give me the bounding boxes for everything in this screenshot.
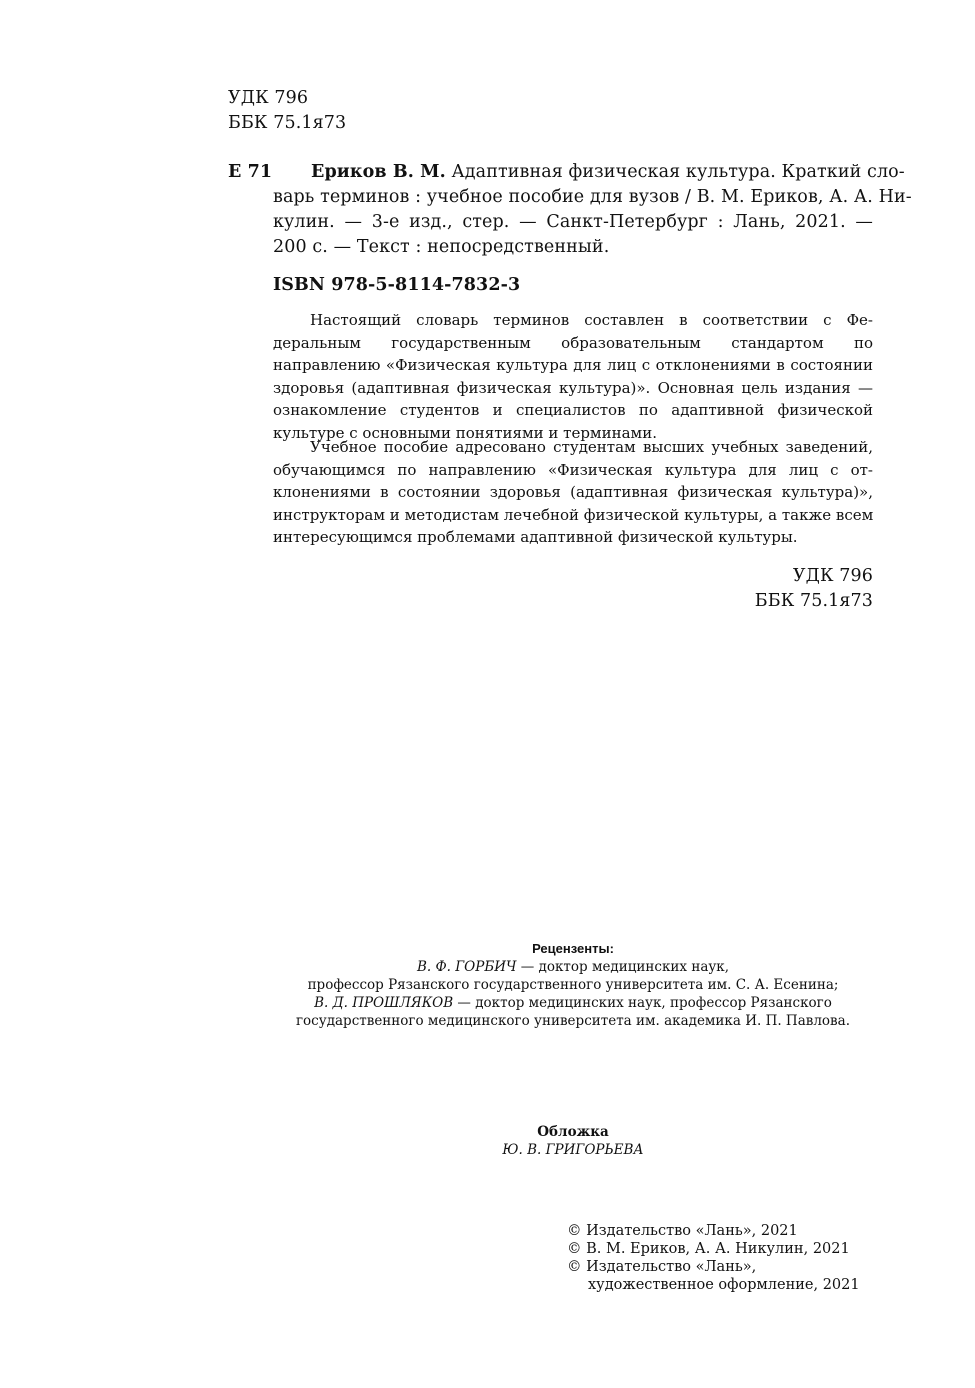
- abstract-line: направлению «Физическая культура для лиц с отклонениями в состоянии: [273, 356, 873, 374]
- reviewer-1-name: В. Ф. ГОРБИЧ: [416, 959, 517, 975]
- bibliographic-description-cont: [273, 185, 912, 260]
- description-line: 200 с. — Текст : непосредственный.: [273, 237, 610, 257]
- reviewer-1-title: — доктор медицинских наук,: [516, 959, 730, 975]
- reviewer-2-title: — доктор медицинских наук, профессор Рязанского: [453, 995, 832, 1011]
- bibliographic-description: [311, 160, 905, 185]
- abstract-line: Настоящий словарь терминов составлен в соответствии с Фе-: [310, 311, 873, 329]
- abstract-line: клонениями в состоянии здоровья (адаптивная физическая культура)»,: [273, 483, 873, 501]
- top-udk: УДК 796: [228, 88, 309, 108]
- abstract-line: деральным государственным образовательным стандартом по: [273, 333, 873, 352]
- copyright-line-3: © Издательство «Лань»,: [567, 1259, 757, 1275]
- cover-heading: Обложка: [537, 1124, 609, 1140]
- copyright-line-2: © В. М. Ериков, А. А. Никулин, 2021: [567, 1241, 850, 1257]
- top-codes: [228, 86, 346, 136]
- abstract-line: инструкторам и методистам лечебной физической культуры, а также всем: [273, 505, 874, 524]
- abstract-line: культуре с основными понятиями и терминами.: [273, 423, 657, 442]
- description-line: варь терминов : учебное пособие для вузов / В. М. Ериков, А. А. Ни-: [273, 187, 912, 207]
- abstract-line: Учебное пособие адресовано студентам высших учебных заведений,: [310, 438, 873, 456]
- abstract-paragraph-1: [273, 309, 873, 444]
- author-name: Ериков В. М.: [311, 162, 446, 182]
- description-line: кулин. — 3-е изд., стер. — Санкт-Петербург : Лань, 2021. —: [273, 212, 873, 232]
- abstract-line: обучающимся по направлению «Физическая культура для лиц с от-: [273, 460, 873, 479]
- description-line: [311, 160, 905, 185]
- abstract-line: здоровья (адаптивная физическая культура)». Основная цель издания —: [273, 378, 873, 397]
- copyright-line-4: художественное оформление, 2021: [588, 1277, 860, 1293]
- reviewers-heading: Рецензенты:: [532, 941, 614, 956]
- author-mark: Е 71: [228, 162, 273, 182]
- isbn: ISBN 978-5-8114-7832-3: [273, 275, 521, 295]
- reviewer-2-affiliation: государственного медицинского университета им. академика И. П. Павлова.: [295, 1013, 850, 1029]
- abstract-line: ознакомление студентов и специалистов по адаптивной физической: [273, 401, 873, 419]
- bottom-codes: [673, 564, 873, 614]
- cover-artist: Ю. В. ГРИГОРЬЕВА: [502, 1142, 644, 1158]
- copyright-line-1: © Издательство «Лань», 2021: [567, 1223, 798, 1239]
- copyright-block: [567, 1222, 860, 1294]
- reviewer-2-name: В. Д. ПРОШЛЯКОВ: [314, 995, 454, 1011]
- abstract-paragraph-2: [273, 436, 873, 549]
- reviewer-2-line: [273, 994, 873, 1012]
- reviewer-1-affiliation: профессор Рязанского государственного университета им. С. А. Есенина;: [307, 977, 839, 993]
- top-bbk: ББК 75.1я73: [228, 113, 347, 133]
- bottom-bbk: ББК 75.1я73: [754, 591, 873, 611]
- bottom-udk: УДК 796: [792, 566, 873, 586]
- cover-credit: [273, 1123, 873, 1159]
- description-text: Адаптивная физическая культура. Краткий сло-: [451, 162, 905, 182]
- abstract-line: интересующимся проблемами адаптивной физической культуры.: [273, 528, 798, 546]
- reviewers: [273, 940, 873, 1030]
- reviewer-1-line: [273, 958, 873, 976]
